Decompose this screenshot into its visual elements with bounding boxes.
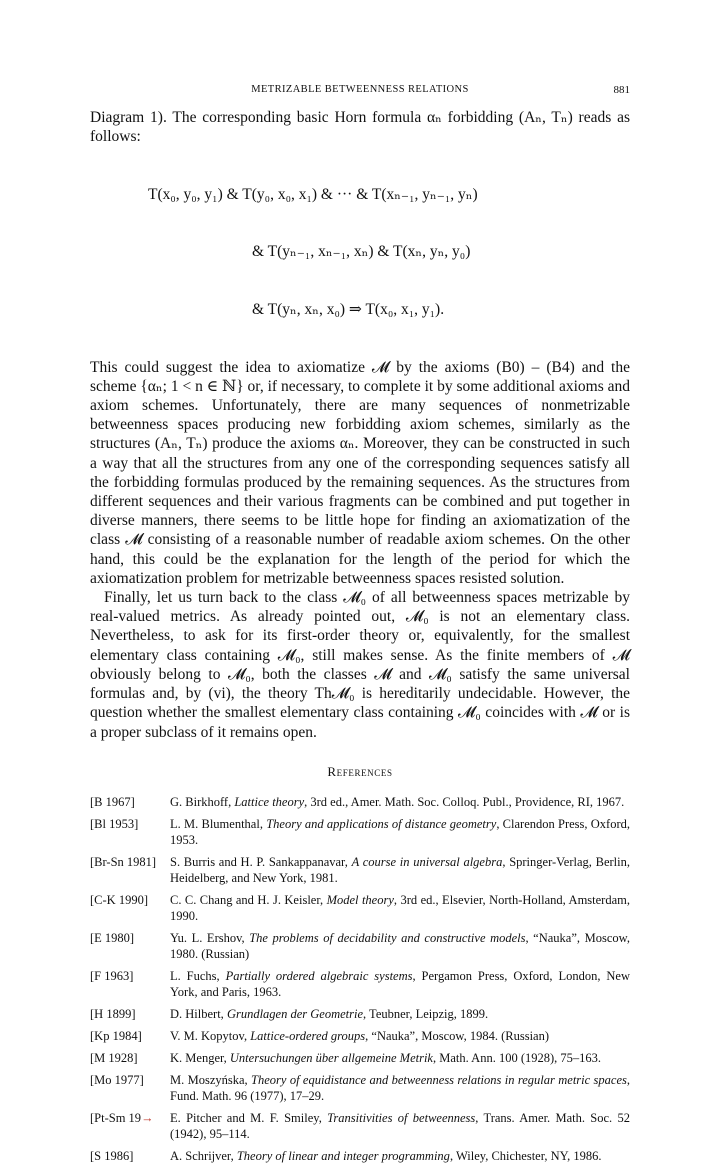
reference-text (170, 1050, 630, 1066)
reference-details: , “Nauka”, Moscow, 1984. (Russian) (365, 1028, 550, 1043)
reference-item (90, 816, 630, 848)
reference-key: [Mo 1977] (90, 1072, 144, 1087)
reference-text (170, 1148, 630, 1164)
reference-title: Transitivities of betweenness (327, 1110, 476, 1125)
reference-authors: E. Pitcher and M. F. Smiley, (170, 1110, 328, 1125)
reference-key: [C-K 1990] (90, 892, 148, 907)
reference-item (90, 930, 630, 962)
reference-details: , Wiley, Chichester, NY, 1986. (449, 1148, 602, 1163)
reference-title: Theory and applications of distance geometry (266, 816, 497, 831)
reference-authors: L. M. Blumenthal, (170, 816, 267, 831)
reference-item (90, 1050, 630, 1066)
reference-title: Partially ordered algebraic systems (225, 968, 413, 983)
paragraph-1: This could suggest the idea to axiomatize 𝓜 by the axioms (B0) – (B4) and the scheme {αₙ; 1 < n ∈ ℕ} or, if necessary, to complete it by some additional axioms and axiom schemes. Unfortunately, there are many sequences of nonmetrizable betweenness spaces producing new forbidding axiom schemes, similarly as the structures (Aₙ, Tₙ) produce the axioms αₙ. Moreover, they can be constructed in such a way that all the structures from any one of the corresponding sequences satisfy all the forbidding formulas produced by the remaining sequences. As the structures from different sequences and their various fragments can be combined and put together in diverse manners, there seems to be little hope for finding an axiomatization of the class 𝓜 consisting of a reasonable number of readable axiom schemes. On the other hand, this could be the explanation for the length of the period for which the axiomatization problem for metrizable betweenness spaces resisted solution. (90, 358, 630, 587)
reference-title: A course in universal algebra (351, 854, 503, 869)
reference-item (90, 1110, 630, 1142)
reference-key: [S 1986] (90, 1148, 134, 1163)
reference-item (90, 854, 630, 886)
reference-text (170, 892, 630, 924)
reference-item (90, 794, 630, 810)
reference-key: [H 1899] (90, 1006, 136, 1021)
reference-authors: G. Birkhoff, (170, 794, 235, 809)
reference-title: Grundlagen der Geometrie (226, 1006, 364, 1021)
reference-text (170, 968, 630, 1000)
reference-details: , Fund. Math. 96 (1977), 17–29. (170, 1072, 631, 1103)
reference-key: [Pt-Sm 19→ (90, 1110, 154, 1125)
paragraph-2: Finally, let us turn back to the class 𝓜₀ of all betweenness spaces metrizable by real-valued metrics. As already pointed out, 𝓜₀ is not an elementary class. Nevertheless, to ask for its first-order theory or, equivalently, for the smallest elementary class containing 𝓜₀, still makes sense. As the finite members of 𝓜 obviously belong to 𝓜₀, both the classes 𝓜 and 𝓜₀ satisfy the same universal formulas and, by (vi), the theory Th𝓜₀ is hereditarily undecidable. However, the question whether the smallest elementary class containing 𝓜₀ coincides with 𝓜 or is a proper subclass of it remains open. (90, 589, 630, 741)
reference-details: , 3rd ed., Amer. Math. Soc. Colloq. Publ., Providence, RI, 1967. (304, 794, 625, 809)
reference-key: [M 1928] (90, 1050, 138, 1065)
references-heading: References (327, 763, 393, 779)
reference-text (170, 1006, 630, 1022)
page-header (90, 84, 630, 108)
reference-key: [Bl 1953] (90, 816, 139, 831)
reference-title: Theory of equidistance and betweenness relations in regular metric spaces (251, 1072, 627, 1087)
reference-item (90, 1148, 630, 1164)
reference-text (170, 854, 630, 886)
reference-details: , Springer-Verlag, Berlin, Heidelberg, and New York, 1981. (170, 854, 630, 885)
reference-item (90, 1006, 630, 1022)
reference-authors: Yu. L. Ershov, (170, 930, 250, 945)
reference-authors: K. Menger, (170, 1050, 230, 1065)
reference-details: , Trans. Amer. Math. Soc. 52 (1942), 95–114. (170, 1110, 630, 1141)
horn-formula (90, 146, 630, 357)
reference-text (170, 1110, 630, 1142)
intro-paragraph: Diagram 1). The corresponding basic Horn formula αₙ forbidding (Aₙ, Tₙ) reads as follows: (90, 109, 630, 146)
reference-details: , Math. Ann. 100 (1928), 75–163. (432, 1050, 602, 1065)
reference-item (90, 1072, 630, 1104)
reference-title: Untersuchungen über allgemeine Metrik (229, 1050, 433, 1065)
reference-authors: S. Burris and H. P. Sankappanavar, (170, 854, 352, 869)
reference-title: Model theory (326, 892, 394, 907)
reference-text (170, 1072, 630, 1104)
running-title: METRIZABLE BETWEENNESS RELATIONS (251, 84, 469, 95)
reference-item (90, 892, 630, 924)
reference-item (90, 1028, 630, 1044)
reference-text (170, 1028, 630, 1044)
reference-title: Lattice-ordered groups (250, 1028, 366, 1043)
paper-page (90, 84, 630, 1170)
formula-line-2: & T(yₙ₋₁, xₙ₋₁, xₙ) & T(xₙ, yₙ, y₀) (252, 243, 471, 261)
reference-title: Theory of linear and integer programming (236, 1148, 450, 1163)
page-number: 881 (613, 84, 630, 96)
reference-title: The problems of decidability and constructive models (249, 930, 526, 945)
reference-key: [B 1967] (90, 794, 135, 809)
red-arrow-icon: → (141, 1110, 154, 1125)
reference-text (170, 930, 630, 962)
reference-details: , Teubner, Leipzig, 1899. (363, 1006, 489, 1021)
reference-authors: C. C. Chang and H. J. Keisler, (170, 892, 327, 907)
reference-details: , Clarendon Press, Oxford, 1953. (170, 816, 630, 847)
reference-details: , 3rd ed., Elsevier, North-Holland, Amsterdam, 1990. (170, 892, 630, 923)
reference-details: , “Nauka”, Moscow, 1980. (Russian) (170, 930, 630, 961)
reference-authors: V. M. Kopytov, (170, 1028, 251, 1043)
reference-item (90, 968, 630, 1000)
main-text (90, 108, 630, 742)
reference-text (170, 816, 630, 848)
reference-authors: M. Moszyńska, (170, 1072, 252, 1087)
reference-key: [Kp 1984] (90, 1028, 142, 1043)
reference-text (170, 794, 630, 810)
formula-line-1: T(x₀, y₀, y₁) & T(y₀, x₀, x₁) & ··· & T(xₙ₋₁, yₙ₋₁, yₙ) (148, 185, 478, 203)
reference-authors: D. Hilbert, (170, 1006, 227, 1021)
reference-authors: L. Fuchs, (170, 968, 226, 983)
reference-details: , Pergamon Press, Oxford, London, New York, and Paris, 1963. (170, 968, 630, 999)
reference-authors: A. Schrijver, (170, 1148, 237, 1163)
reference-key: [E 1980] (90, 930, 135, 945)
reference-key: [F 1963] (90, 968, 134, 983)
reference-list (90, 794, 630, 1164)
reference-key: [Br-Sn 1981] (90, 854, 157, 869)
formula-line-3: & T(yₙ, xₙ, x₀) ⇒ T(x₀, x₁, y₁). (252, 301, 445, 319)
reference-title: Lattice theory (234, 794, 305, 809)
